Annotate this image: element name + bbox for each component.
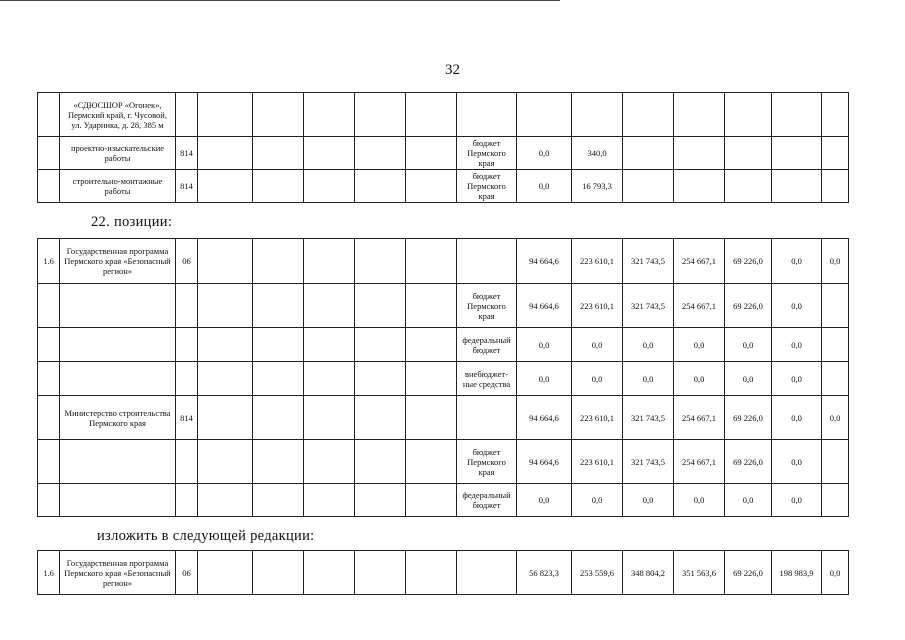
empty-cell	[406, 137, 457, 170]
empty-cell	[304, 396, 355, 440]
empty-cell	[198, 284, 253, 328]
empty-cell	[198, 362, 253, 396]
empty-cell	[198, 484, 253, 517]
amount-cell	[674, 137, 725, 170]
amount-cell: 0,0	[623, 362, 674, 396]
funding-source-cell	[457, 551, 517, 595]
item-name-cell	[60, 484, 176, 517]
table-row	[38, 396, 849, 440]
empty-cell	[253, 440, 304, 484]
empty-cell	[355, 551, 406, 595]
empty-cell	[304, 170, 355, 203]
amount-cell: 94 664,6	[517, 239, 572, 284]
row-number-cell	[38, 170, 60, 203]
item-name-cell: Государственная программа Пермского края «Безопасный регион»	[60, 239, 176, 284]
item-name-cell	[60, 284, 176, 328]
code-cell	[176, 440, 198, 484]
amount-cell	[772, 170, 822, 203]
empty-cell	[253, 328, 304, 362]
funding-source-cell: федеральный бюджет	[457, 484, 517, 517]
empty-cell	[198, 137, 253, 170]
amount-cell: 0,0	[517, 362, 572, 396]
empty-cell	[304, 239, 355, 284]
amount-cell	[772, 137, 822, 170]
amount-cell	[822, 284, 849, 328]
empty-cell	[198, 93, 253, 137]
empty-cell	[304, 284, 355, 328]
amount-cell: 321 743,5	[623, 284, 674, 328]
amount-cell: 56 823,3	[517, 551, 572, 595]
amount-cell: 321 743,5	[623, 396, 674, 440]
amount-cell: 253 559,6	[572, 551, 623, 595]
amount-cell: 223 610,1	[572, 396, 623, 440]
item-name-cell: Государственная программа Пермского края «Безопасный регион»	[60, 551, 176, 595]
table-row	[38, 328, 849, 362]
funding-source-cell	[457, 93, 517, 137]
amount-cell	[725, 137, 772, 170]
table-row	[38, 170, 849, 203]
amount-cell	[725, 93, 772, 137]
row-number-cell	[38, 396, 60, 440]
row-number-cell	[38, 284, 60, 328]
amount-cell: 16 793,3	[572, 170, 623, 203]
empty-cell	[198, 328, 253, 362]
amount-cell: 94 664,6	[517, 440, 572, 484]
amount-cell: 351 563,6	[674, 551, 725, 595]
amount-cell: 69 226,0	[725, 551, 772, 595]
code-cell	[176, 328, 198, 362]
code-cell: 06	[176, 551, 198, 595]
funding-source-cell: бюджет Пермского края	[457, 284, 517, 328]
amount-cell	[822, 484, 849, 517]
amount-cell: 0,0	[623, 484, 674, 517]
table-row	[38, 93, 849, 137]
positions-table	[37, 238, 849, 517]
empty-cell	[355, 137, 406, 170]
empty-cell	[406, 396, 457, 440]
amount-cell: 0,0	[674, 484, 725, 517]
item-name-cell: Министерство строительства Пермского края	[60, 396, 176, 440]
empty-cell	[253, 551, 304, 595]
amount-cell: 0,0	[772, 328, 822, 362]
code-cell	[176, 93, 198, 137]
empty-cell	[304, 362, 355, 396]
amount-cell: 0,0	[572, 484, 623, 517]
empty-cell	[304, 93, 355, 137]
table-row	[38, 362, 849, 396]
amount-cell: 223 610,1	[572, 440, 623, 484]
amount-cell	[623, 170, 674, 203]
code-cell	[176, 362, 198, 396]
empty-cell	[198, 239, 253, 284]
amount-cell: 254 667,1	[674, 284, 725, 328]
empty-cell	[253, 484, 304, 517]
table-row	[38, 284, 849, 328]
empty-cell	[355, 396, 406, 440]
row-number-cell: 1.6	[38, 239, 60, 284]
amount-cell: 0,0	[725, 484, 772, 517]
empty-cell	[406, 484, 457, 517]
table-row	[38, 239, 849, 284]
amount-cell: 94 664,6	[517, 284, 572, 328]
item-name-cell: строительно-монтажные работы	[60, 170, 176, 203]
amount-cell	[822, 440, 849, 484]
amount-cell: 0,0	[822, 396, 849, 440]
empty-cell	[198, 396, 253, 440]
empty-cell	[253, 93, 304, 137]
amount-cell: 69 226,0	[725, 396, 772, 440]
empty-cell	[304, 328, 355, 362]
amount-cell: 0,0	[822, 239, 849, 284]
amount-cell: 69 226,0	[725, 440, 772, 484]
amount-cell: 0,0	[772, 284, 822, 328]
amount-cell: 0,0	[572, 362, 623, 396]
empty-cell	[304, 551, 355, 595]
item-name-cell	[60, 362, 176, 396]
empty-cell	[304, 137, 355, 170]
amount-cell: 254 667,1	[674, 239, 725, 284]
item-name-cell: «СДЮСШОР «Огонек», Пермский край, г. Чусовой, ул. Ударника, д. 28, 385 м	[60, 93, 176, 137]
funding-source-cell: бюджет Пермского края	[457, 137, 517, 170]
empty-cell	[406, 551, 457, 595]
amount-cell	[822, 170, 849, 203]
empty-cell	[198, 440, 253, 484]
amount-cell: 0,0	[772, 362, 822, 396]
empty-cell	[355, 284, 406, 328]
row-number-cell	[38, 484, 60, 517]
amount-cell	[822, 137, 849, 170]
row-number-cell	[38, 440, 60, 484]
table-row	[38, 551, 849, 595]
top-rule	[0, 0, 560, 1]
amount-cell: 0,0	[674, 328, 725, 362]
page-number: 32	[445, 62, 460, 78]
amount-cell: 0,0	[725, 328, 772, 362]
empty-cell	[253, 284, 304, 328]
funding-source-cell	[457, 239, 517, 284]
empty-cell	[304, 440, 355, 484]
amount-cell	[725, 170, 772, 203]
empty-cell	[253, 396, 304, 440]
funding-source-cell: внебюджет-ные средства	[457, 362, 517, 396]
table-row	[38, 484, 849, 517]
heading-new-edition: изложить в следующей редакции:	[97, 528, 315, 544]
empty-cell	[304, 484, 355, 517]
empty-cell	[355, 440, 406, 484]
amount-cell	[674, 93, 725, 137]
empty-cell	[253, 239, 304, 284]
empty-cell	[406, 170, 457, 203]
amount-cell	[623, 93, 674, 137]
row-number-cell: 1.6	[38, 551, 60, 595]
amount-cell: 0,0	[517, 170, 572, 203]
amount-cell	[517, 93, 572, 137]
amount-cell: 0,0	[517, 137, 572, 170]
amount-cell: 0,0	[772, 484, 822, 517]
code-cell	[176, 484, 198, 517]
code-cell: 814	[176, 137, 198, 170]
amount-cell: 254 667,1	[674, 396, 725, 440]
empty-cell	[406, 362, 457, 396]
empty-cell	[253, 362, 304, 396]
amount-cell	[772, 93, 822, 137]
empty-cell	[355, 170, 406, 203]
table-row	[38, 137, 849, 170]
amount-cell: 0,0	[674, 362, 725, 396]
row-number-cell	[38, 328, 60, 362]
amount-cell: 0,0	[772, 396, 822, 440]
row-number-cell	[38, 93, 60, 137]
amount-cell: 0,0	[725, 362, 772, 396]
amount-cell: 223 610,1	[572, 239, 623, 284]
amount-cell: 0,0	[772, 440, 822, 484]
amount-cell: 69 226,0	[725, 239, 772, 284]
amount-cell	[572, 93, 623, 137]
new-edition-table	[37, 550, 849, 595]
empty-cell	[355, 328, 406, 362]
amount-cell	[822, 328, 849, 362]
code-cell: 814	[176, 396, 198, 440]
amount-cell: 254 667,1	[674, 440, 725, 484]
code-cell	[176, 284, 198, 328]
empty-cell	[355, 484, 406, 517]
funding-source-cell	[457, 396, 517, 440]
item-name-cell	[60, 440, 176, 484]
empty-cell	[355, 239, 406, 284]
empty-cell	[406, 239, 457, 284]
empty-cell	[406, 93, 457, 137]
amount-cell: 198 983,9	[772, 551, 822, 595]
amount-cell: 0,0	[517, 328, 572, 362]
amount-cell: 340,0	[572, 137, 623, 170]
item-name-cell	[60, 328, 176, 362]
heading-positions: 22. позиции:	[91, 214, 173, 230]
code-cell: 06	[176, 239, 198, 284]
code-cell: 814	[176, 170, 198, 203]
funding-source-cell: бюджет Пермского края	[457, 440, 517, 484]
amount-cell: 0,0	[517, 484, 572, 517]
amount-cell: 223 610,1	[572, 284, 623, 328]
amount-cell: 348 804,2	[623, 551, 674, 595]
row-number-cell	[38, 137, 60, 170]
empty-cell	[198, 551, 253, 595]
amount-cell: 0,0	[623, 328, 674, 362]
empty-cell	[406, 328, 457, 362]
amount-cell	[822, 93, 849, 137]
row-number-cell	[38, 362, 60, 396]
empty-cell	[253, 137, 304, 170]
item-name-cell: проектно-изыскательские работы	[60, 137, 176, 170]
empty-cell	[198, 170, 253, 203]
amount-cell: 321 743,5	[623, 239, 674, 284]
amount-cell	[674, 170, 725, 203]
amount-cell	[623, 137, 674, 170]
amount-cell: 0,0	[772, 239, 822, 284]
amount-cell: 94 664,6	[517, 396, 572, 440]
amount-cell: 321 743,5	[623, 440, 674, 484]
empty-cell	[406, 440, 457, 484]
table-row	[38, 440, 849, 484]
funding-source-cell: бюджет Пермского края	[457, 170, 517, 203]
empty-cell	[355, 362, 406, 396]
funding-source-cell: федеральный бюджет	[457, 328, 517, 362]
amount-cell	[822, 362, 849, 396]
empty-cell	[253, 170, 304, 203]
amount-cell: 0,0	[572, 328, 623, 362]
fragment-table	[37, 92, 849, 203]
empty-cell	[406, 284, 457, 328]
amount-cell: 0,0	[822, 551, 849, 595]
amount-cell: 69 226,0	[725, 284, 772, 328]
empty-cell	[355, 93, 406, 137]
